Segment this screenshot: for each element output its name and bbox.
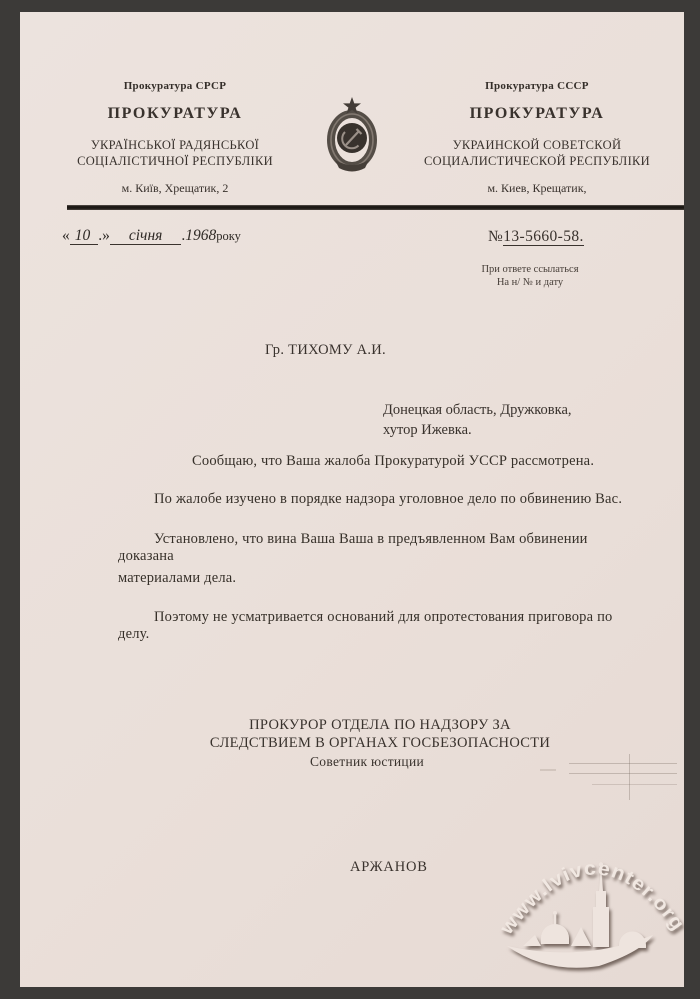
pencil-mark-horizontal-3 bbox=[592, 784, 677, 785]
letterhead-superior-left: Прокуратура СРСР bbox=[123, 80, 227, 92]
letter-paper bbox=[20, 12, 684, 987]
letterhead-subtitle-right-line2: СОЦИАЛИСТИЧЕСКОЙ РЕСПУБЛІКИ bbox=[423, 154, 651, 168]
svg-text:www.lvivcenter.org bbox=[495, 857, 689, 939]
pencil-mark-horizontal-2 bbox=[569, 773, 677, 774]
letterhead-subtitle-left-line1: УКРАЇНСЬКОЇ РАДЯНСЬКОЇ bbox=[90, 138, 260, 152]
signature-name: АРЖАНОВ bbox=[350, 859, 428, 875]
signature-rank: Советник юстиции bbox=[310, 754, 424, 769]
body-paragraph-3: Установлено, что вина Ваша Ваша в предъявленном Вам обвинении доказана bbox=[118, 531, 588, 564]
signature-title-line2: СЛЕДСТВИЕМ В ОРГАНАХ ГОСБЕЗОПАСНОСТИ bbox=[209, 734, 551, 751]
pencil-mark-vertical bbox=[629, 754, 630, 800]
signature-block bbox=[180, 717, 580, 771]
date-month: січня bbox=[110, 227, 181, 245]
body-paragraph-2: По жалобе изучено в порядке надзора уголовное дело по обвинению Вас. bbox=[154, 491, 623, 507]
reference-note-line1: При ответе ссылаться bbox=[481, 264, 579, 275]
body-paragraph-1: Сообщаю, что Ваша жалоба Прокуратурой УССР рассмотрена. bbox=[192, 453, 595, 469]
letterhead-title-right: ПРОКУРАТУРА bbox=[469, 105, 605, 122]
reference-note-line2: На н/ № и дату bbox=[496, 277, 564, 288]
signature-title-line1: ПРОКУРОР ОТДЕЛА ПО НАДЗОРУ ЗА bbox=[249, 717, 511, 733]
address-line2: хутор Ижевка. bbox=[383, 421, 472, 438]
date-close-quote: .» bbox=[98, 227, 110, 244]
body-paragraph-4: Поэтому не усматривается оснований для опротестования приговора по делу. bbox=[118, 609, 613, 642]
letterhead-address-left: м. Київ, Хрещатик, 2 bbox=[121, 181, 229, 195]
date-open-quote: « bbox=[62, 227, 70, 244]
watermark-url-text: www.lvivcenter.org bbox=[495, 857, 689, 939]
soviet-emblem-icon bbox=[323, 96, 381, 180]
date-year-suffix: року bbox=[216, 229, 241, 243]
letterhead-subtitle-right-line1: УКРАИНСКОЙ СОВЕТСКОЙ bbox=[452, 138, 622, 152]
letterhead-title-left: ПРОКУРАТУРА bbox=[107, 105, 243, 122]
document-number-value: 13-5660-58. bbox=[503, 228, 584, 245]
addressee-address bbox=[383, 401, 572, 440]
lvivcenter-watermark bbox=[495, 843, 690, 993]
date-dot: . bbox=[181, 227, 186, 244]
letterhead-subtitle-left-line2: СОЦІАЛІСТИЧНОЇ РЕСПУБЛІКИ bbox=[77, 154, 273, 168]
document-number bbox=[488, 228, 584, 246]
reference-note bbox=[440, 263, 620, 289]
date-day: 10 bbox=[70, 227, 99, 245]
address-line1: Донецкая область, Дружковка, bbox=[383, 402, 572, 418]
letterhead-subtitle-right bbox=[412, 137, 662, 169]
letterhead-russian bbox=[412, 80, 662, 196]
addressee: Гр. ТИХОМУ А.И. bbox=[265, 342, 386, 358]
letterhead-address-right: м. Киев, Крещатик, bbox=[487, 181, 587, 195]
date-line bbox=[62, 227, 241, 245]
letterhead-superior-right: Прокуратура СССР bbox=[485, 80, 589, 92]
letterhead-subtitle-left bbox=[50, 137, 300, 169]
pencil-mark-horizontal-1 bbox=[569, 763, 677, 764]
pencil-mark-dash bbox=[540, 769, 556, 771]
document-number-prefix: № bbox=[488, 228, 504, 245]
letterhead-ukrainian bbox=[50, 80, 300, 196]
letterhead-divider-rule bbox=[67, 205, 684, 210]
date-year: 1968 bbox=[185, 227, 217, 244]
body-paragraph-3-continuation: материалами дела. bbox=[118, 570, 237, 586]
